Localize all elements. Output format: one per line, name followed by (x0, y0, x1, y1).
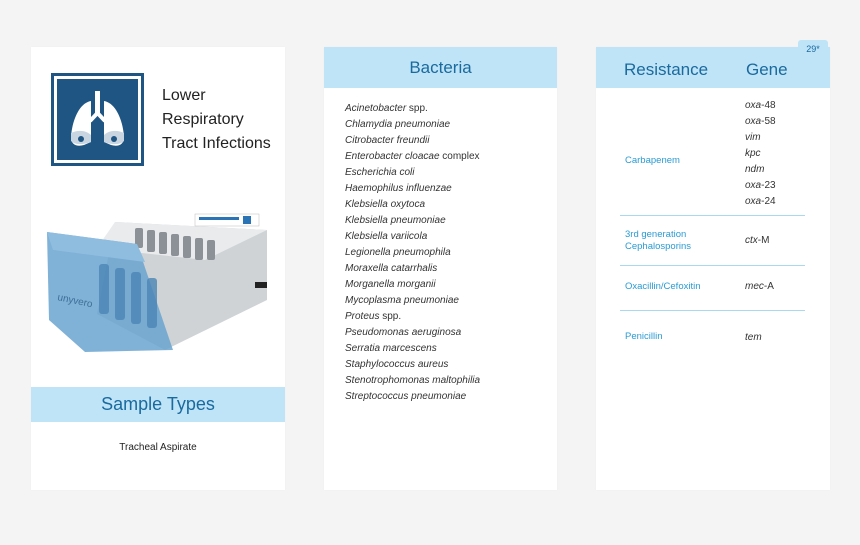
gene-name: mec (745, 281, 764, 292)
bacteria-species: Streptococcus pneumoniae (345, 391, 467, 402)
bacteria-item (345, 277, 480, 293)
gene-column-header: Gene (746, 60, 788, 79)
gene-variant: -M (757, 235, 770, 246)
bacteria-item (345, 325, 480, 341)
gene-list (745, 330, 762, 346)
bacteria-species: Haemophilus influenzae (345, 183, 452, 194)
bacteria-species: Klebsiella pneumoniae (345, 215, 446, 226)
bacteria-qualifier: spp. (406, 103, 428, 114)
gene-item (745, 279, 774, 295)
bacteria-species: Acinetobacter (345, 103, 407, 114)
bacteria-species: Pseudomonas aeruginosa (345, 327, 462, 338)
sample-types-header: Sample Types (31, 387, 285, 422)
bacteria-item (345, 309, 480, 325)
bacteria-list (345, 101, 480, 405)
bacteria-item (345, 373, 480, 389)
gene-item (745, 130, 776, 146)
bacteria-item (345, 213, 480, 229)
gene-item (745, 233, 769, 249)
bacteria-qualifier: spp. (379, 311, 402, 322)
bacteria-item (345, 229, 480, 245)
gene-list (745, 279, 774, 295)
count-badge: 29* (798, 40, 828, 58)
gene-item (745, 146, 776, 162)
resistance-row (620, 266, 805, 311)
bacteria-species: Citrobacter freundii (345, 135, 430, 146)
gene-item (745, 330, 762, 346)
gene-name: oxa (745, 180, 762, 191)
bacteria-item (345, 197, 480, 213)
bacteria-species: Staphylococcus aureus (345, 359, 449, 370)
gene-item (745, 194, 776, 210)
lungs-icon (57, 79, 138, 160)
lrti-logo (51, 73, 144, 166)
gene-name: kpc (745, 148, 761, 159)
bacteria-species: Escherichia coli (345, 167, 415, 178)
bacteria-item (345, 261, 480, 277)
resistance-header (596, 47, 830, 88)
resistance-row (620, 216, 805, 266)
resistance-column-header: Resistance (624, 60, 709, 79)
bacteria-item (345, 181, 480, 197)
bacteria-item (345, 165, 480, 181)
gene-item (745, 162, 776, 178)
panel-bacteria (324, 47, 557, 490)
title-line: Lower (162, 87, 206, 104)
gene-name: vim (745, 132, 761, 143)
gene-name: oxa (745, 100, 762, 111)
bacteria-header: Bacteria (324, 47, 557, 88)
panel-title (162, 84, 271, 156)
gene-name: tem (745, 332, 762, 343)
gene-item (745, 98, 776, 114)
resistance-name: Carbapenem (625, 155, 680, 166)
bacteria-item (345, 101, 480, 117)
sample-type-item: Tracheal Aspirate (119, 442, 197, 453)
bacteria-species: Chlamydia pneumoniae (345, 119, 451, 130)
panel-left (31, 47, 285, 490)
gene-variant: -23 (761, 180, 776, 191)
bacteria-species: Serratia marcescens (345, 343, 437, 354)
bacteria-item (345, 133, 480, 149)
bacteria-item (345, 293, 480, 309)
gene-name: oxa (745, 116, 762, 127)
gene-item (745, 114, 776, 130)
bacteria-qualifier: complex (439, 151, 480, 162)
resistance-row (620, 94, 805, 216)
bacteria-species: Stenotrophomonas maltophilia (345, 375, 481, 386)
bacteria-species: Mycoplasma pneumoniae (345, 295, 459, 306)
resistance-row (620, 311, 805, 361)
bacteria-item (345, 117, 480, 133)
resistance-name: 3rd generation Cephalosporins (625, 229, 692, 252)
gene-variant: -A (763, 281, 774, 292)
bacteria-species: Legionella pneumophila (345, 247, 451, 258)
bacteria-item (345, 389, 480, 405)
bacteria-species: Enterobacter cloacae (345, 151, 440, 162)
panel-resistance (596, 44, 830, 490)
gene-variant: -48 (761, 100, 776, 111)
gene-name: oxa (745, 196, 762, 207)
bacteria-species: Proteus (345, 311, 380, 322)
title-line: Tract Infections (162, 135, 271, 152)
bacteria-species: Moraxella catarrhalis (345, 263, 438, 274)
cartridge-image (45, 202, 273, 357)
bacteria-item (345, 341, 480, 357)
gene-name: ctx (745, 235, 758, 246)
bacteria-species: Morganella morganii (345, 279, 436, 290)
gene-variant: -58 (761, 116, 776, 127)
gene-variant: -24 (761, 196, 776, 207)
gene-name: ndm (745, 164, 765, 175)
gene-item (745, 178, 776, 194)
resistance-name: Oxacillin/Cefoxitin (625, 281, 701, 292)
bacteria-item (345, 149, 480, 165)
device-label: unyvero (56, 292, 94, 311)
title-line: Respiratory (162, 111, 244, 128)
bacteria-species: Klebsiella oxytoca (345, 199, 426, 210)
bacteria-item (345, 357, 480, 373)
gene-list (745, 98, 776, 210)
bacteria-item (345, 245, 480, 261)
resistance-name: Penicillin (625, 331, 663, 342)
gene-list (745, 233, 769, 249)
bacteria-species: Klebsiella variicola (345, 231, 428, 242)
